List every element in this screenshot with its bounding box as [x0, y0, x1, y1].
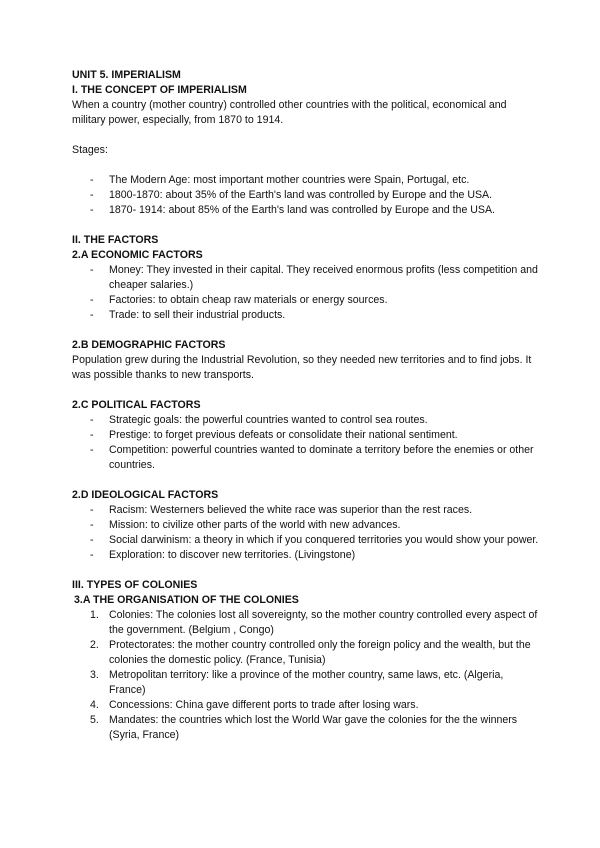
list-item: - The Modern Age: most important mother countries were Spain, Portugal, etc.: [90, 174, 470, 186]
list-item: - Mission: to civilize other parts of the world with new advances.: [90, 519, 401, 531]
list-item: - Money: They invested in their capital. They received enormous profits (less competition and cheaper salaries.): [90, 264, 538, 291]
heading-types: III. TYPES OF COLONIES: [72, 579, 198, 591]
document-title: UNIT 5. IMPERIALISM: [72, 69, 181, 81]
list-item: - Racism: Westerners believed the white race was superior than the rest races.: [90, 504, 473, 516]
list-item: - 1870- 1914: about 85% of the Earth's land was controlled by Europe and the USA.: [90, 204, 496, 216]
list-item: - Factories: to obtain cheap raw materials or energy sources.: [90, 294, 388, 306]
economic-list: [72, 263, 542, 323]
heading-concept: I. THE CONCEPT OF IMPERIALISM: [72, 84, 247, 96]
demographic-text: Population grew during the Industrial Revolution, so they needed new territories and to find jobs. It was possible thanks to new transports.: [72, 354, 532, 381]
stages-list: [72, 173, 542, 218]
list-item: 5. Mandates: the countries which lost the World War gave the colonies for the the winners (Syria, France): [90, 714, 518, 741]
political-list: [72, 413, 542, 473]
list-item: - Strategic goals: the powerful countries wanted to control sea routes.: [90, 414, 428, 426]
list-item: 2. Protectorates: the mother country controlled only the foreign policy and the wealth, but the colonies the domestic policy. (France, Tunisia): [90, 639, 531, 666]
heading-political: 2.C POLITICAL FACTORS: [72, 399, 201, 411]
stages-label: Stages:: [72, 144, 108, 156]
list-item: - Prestige: to forget previous defeats or consolidate their national sentiment.: [90, 429, 458, 441]
heading-ideological: 2.D IDEOLOGICAL FACTORS: [72, 489, 219, 501]
document-page: [72, 68, 542, 743]
list-item: - Competition: powerful countries wanted to dominate a territory before the enemies or other countries.: [90, 444, 534, 471]
heading-factors: II. THE FACTORS: [72, 234, 159, 246]
organisation-list: [72, 608, 542, 743]
list-item: - Social darwinism: a theory in which if you conquered territories you would show your power.: [90, 534, 539, 546]
list-item: - Exploration: to discover new territories. (Livingstone): [90, 549, 356, 561]
list-item: 4. Concessions: China gave different ports to trade after losing wars.: [90, 699, 419, 711]
heading-organisation: 3.A THE ORGANISATION OF THE COLONIES: [74, 594, 299, 606]
heading-demographic: 2.B DEMOGRAPHIC FACTORS: [72, 339, 226, 351]
list-item: - 1800-1870: about 35% of the Earth's land was controlled by Europe and the USA.: [90, 189, 493, 201]
heading-economic: 2.A ECONOMIC FACTORS: [72, 249, 203, 261]
list-item: 3. Metropolitan territory: like a province of the mother country, same laws, etc. (Algeria, France): [90, 669, 504, 696]
list-item: 1. Colonies: The colonies lost all sovereignty, so the mother country controlled every aspect of the government. (Belgium , Congo): [90, 609, 538, 636]
list-item: - Trade: to sell their industrial products.: [90, 309, 286, 321]
ideological-list: [72, 503, 542, 563]
concept-definition: When a country (mother country) controlled other countries with the political, economical and military power, especially, from 1870 to 1914.: [72, 99, 507, 126]
